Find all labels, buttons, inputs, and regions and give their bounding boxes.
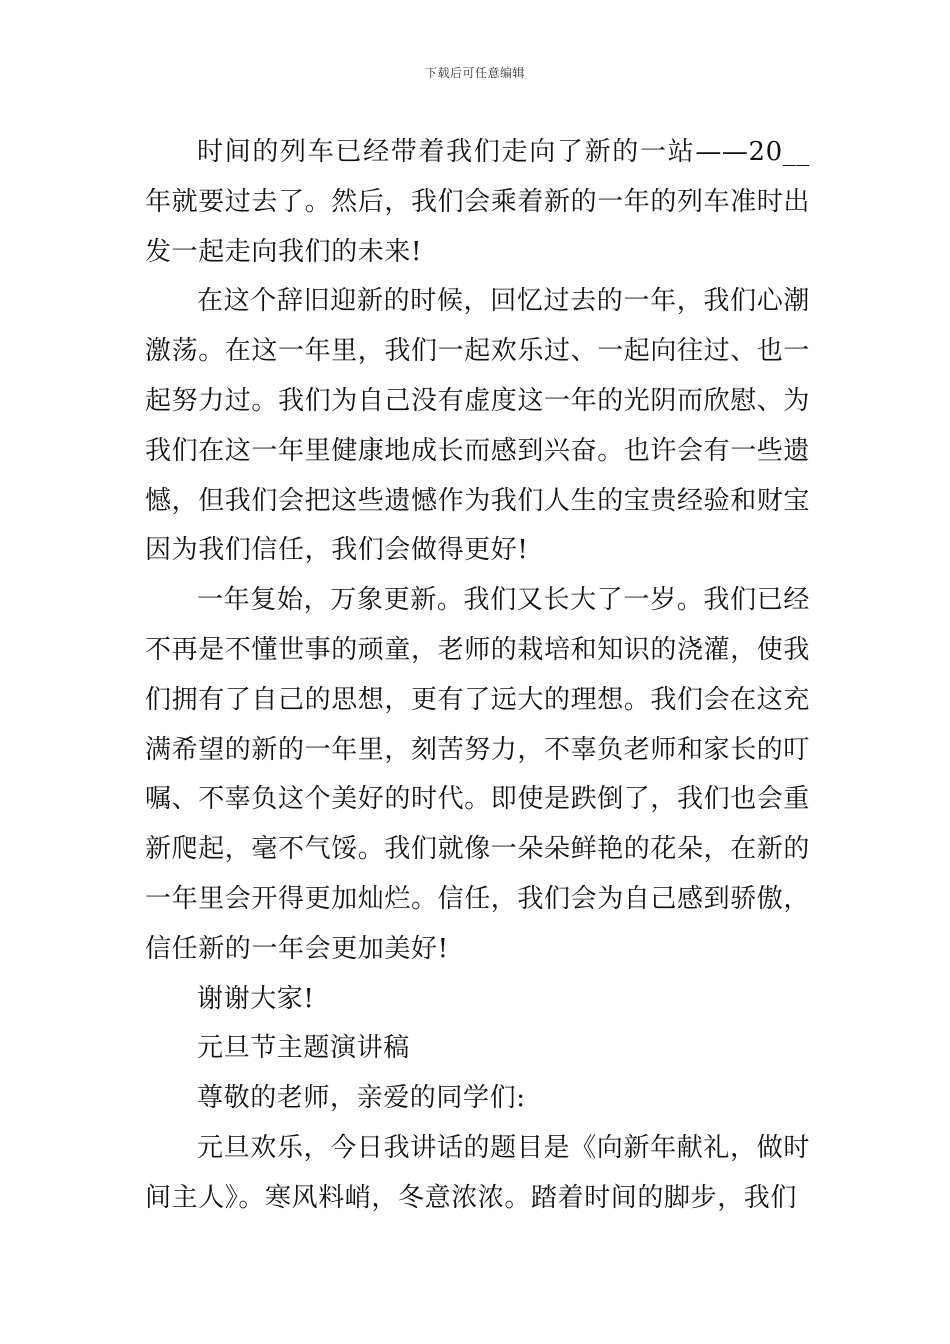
document-body xyxy=(145,128,810,1224)
paragraph-thanks: 谢谢大家! xyxy=(197,983,315,1014)
paragraph-4: 元旦欢乐，今日我讲话的题目是《向新年献礼，做时间主人》。寒风料峭，冬意浓浓。踏着时间的脚步，我们 xyxy=(145,1132,810,1213)
paragraph-3: 一年复始，万象更新。我们又长大了一岁。我们已经不再是不懂世事的顽童，老师的栽培和知识的浇灌，使我们拥有了自己的思想，更有了远大的理想。我们会在这充满希望的新的一年里，刻苦努力，不辜负老师和家长的叮嘱、不辜负这个美好的时代。即使是跌倒了，我们也会重新爬起，毫不气馁。我们就像一朵朵鲜艳的花朵，在新的一年里会开得更加灿烂。信任，我们会为自己感到骄傲，信任新的一年会更加美好! xyxy=(145,585,811,964)
paragraph-1: 时间的列车已经带着我们走向了新的一站——20__年就要过去了。然后，我们会乘着新的一年的列车准时出发一起走向我们的未来! xyxy=(145,137,811,267)
header-note: 下载后可任意编辑 xyxy=(424,66,525,80)
salutation: 尊敬的老师，亲爱的同学们: xyxy=(197,1083,526,1114)
paragraph-2: 在这个辞旧迎新的时候，回忆过去的一年，我们心潮激荡。在这一年里，我们一起欢乐过、一起向往过、也一起努力过。我们为自己没有虚度这一年的光阴而欣慰、为我们在这一年里健康地成长而感到兴奋。也许会有一些遗憾，但我们会把这些遗憾作为我们人生的宝贵经验和财宝因为我们信任，我们会做得更好! xyxy=(145,286,811,566)
speech-title: 元旦节主题演讲稿 xyxy=(197,1033,410,1064)
